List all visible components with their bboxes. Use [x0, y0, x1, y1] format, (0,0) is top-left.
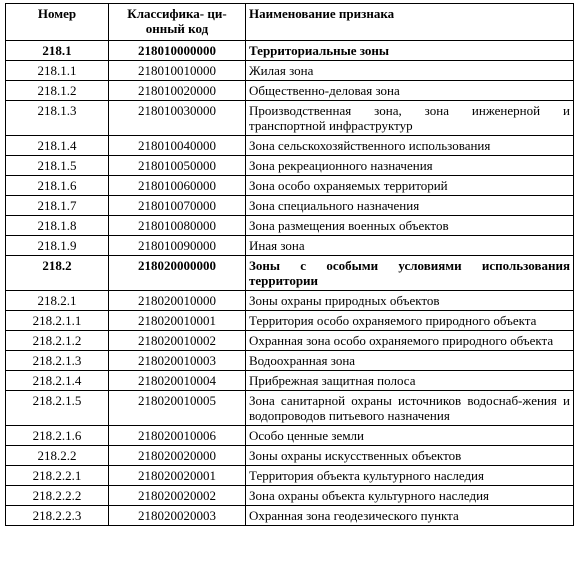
table-header: [6, 4, 574, 41]
table-row: [6, 486, 574, 506]
row-code: 218010060000: [109, 176, 246, 196]
row-number: 218.1.1: [6, 61, 109, 81]
table-row: [6, 176, 574, 196]
header-number: Номер: [6, 4, 109, 41]
row-code: 218010090000: [109, 236, 246, 256]
row-number: 218.2.1.5: [6, 391, 109, 426]
row-name: Зона сельскохозяйственного использования: [246, 136, 574, 156]
row-code: 218020010000: [109, 291, 246, 311]
row-name: Зона специального назначения: [246, 196, 574, 216]
row-name: Жилая зона: [246, 61, 574, 81]
row-code: 218020000000: [109, 256, 246, 291]
row-name: Зоны с особыми условиями использования территории: [246, 256, 574, 291]
row-code: 218020010005: [109, 391, 246, 426]
row-name: Территория особо охраняемого природного объекта: [246, 311, 574, 331]
row-code: 218020010006: [109, 426, 246, 446]
table-row: [6, 101, 574, 136]
row-number: 218.2.2.2: [6, 486, 109, 506]
table-body: [6, 41, 574, 526]
row-name: Территория объекта культурного наследия: [246, 466, 574, 486]
row-number: 218.2.1.2: [6, 331, 109, 351]
table-row: [6, 506, 574, 526]
row-number: 218.1.3: [6, 101, 109, 136]
table-row: [6, 136, 574, 156]
row-name: Зоны охраны искусственных объектов: [246, 446, 574, 466]
row-number: 218.1.6: [6, 176, 109, 196]
row-number: 218.2.2: [6, 446, 109, 466]
table-row: [6, 236, 574, 256]
table-row: [6, 81, 574, 101]
row-name: Охранная зона особо охраняемого природного объекта: [246, 331, 574, 351]
row-code: 218010010000: [109, 61, 246, 81]
row-code: 218010080000: [109, 216, 246, 236]
row-code: 218010030000: [109, 101, 246, 136]
table-row: [6, 156, 574, 176]
row-name: Общественно-деловая зона: [246, 81, 574, 101]
row-number: 218.1.9: [6, 236, 109, 256]
row-name: Производственная зона, зона инженерной и транспортной инфраструктур: [246, 101, 574, 136]
row-name: Особо ценные земли: [246, 426, 574, 446]
table-row: [6, 351, 574, 371]
row-code: 218020020000: [109, 446, 246, 466]
row-number: 218.1.8: [6, 216, 109, 236]
row-code: 218020010002: [109, 331, 246, 351]
header-code: Классифика- ци-онный код: [109, 4, 246, 41]
row-name: Территориальные зоны: [246, 41, 574, 61]
row-number: 218.2.2.3: [6, 506, 109, 526]
classifier-table: [5, 3, 574, 526]
row-number: 218.2.1.4: [6, 371, 109, 391]
row-name: Зона санитарной охраны источников водоснаб-жения и водопроводов питьевого назначения: [246, 391, 574, 426]
row-name: Зона особо охраняемых территорий: [246, 176, 574, 196]
row-code: 218010000000: [109, 41, 246, 61]
row-code: 218020020003: [109, 506, 246, 526]
row-code: 218020010001: [109, 311, 246, 331]
row-name: Зоны охраны природных объектов: [246, 291, 574, 311]
table-row: [6, 311, 574, 331]
row-name: Зона охраны объекта культурного наследия: [246, 486, 574, 506]
row-name: Зона размещения военных объектов: [246, 216, 574, 236]
row-number: 218.1.4: [6, 136, 109, 156]
row-code: 218010070000: [109, 196, 246, 216]
row-code: 218010040000: [109, 136, 246, 156]
row-number: 218.2.2.1: [6, 466, 109, 486]
row-number: 218.2.1.6: [6, 426, 109, 446]
table-row: [6, 216, 574, 236]
row-code: 218010020000: [109, 81, 246, 101]
row-code: 218010050000: [109, 156, 246, 176]
table-row: [6, 426, 574, 446]
table-row: [6, 331, 574, 351]
header-name: Наименование признака: [246, 4, 574, 41]
row-code: 218020010004: [109, 371, 246, 391]
table-row: [6, 371, 574, 391]
row-number: 218.2.1: [6, 291, 109, 311]
table-row: [6, 446, 574, 466]
row-name: Охранная зона геодезического пункта: [246, 506, 574, 526]
row-name: Водоохранная зона: [246, 351, 574, 371]
row-name: Зона рекреационного назначения: [246, 156, 574, 176]
table-row: [6, 391, 574, 426]
row-number: 218.2.1.1: [6, 311, 109, 331]
row-code: 218020020001: [109, 466, 246, 486]
row-name: Иная зона: [246, 236, 574, 256]
table-row: [6, 291, 574, 311]
header-row: [6, 4, 574, 41]
table-row: [6, 41, 574, 61]
row-number: 218.1.2: [6, 81, 109, 101]
table-row: [6, 61, 574, 81]
row-name: Прибрежная защитная полоса: [246, 371, 574, 391]
row-number: 218.1: [6, 41, 109, 61]
table-row: [6, 196, 574, 216]
table-row: [6, 466, 574, 486]
row-number: 218.2.1.3: [6, 351, 109, 371]
row-code: 218020020002: [109, 486, 246, 506]
row-number: 218.2: [6, 256, 109, 291]
row-number: 218.1.7: [6, 196, 109, 216]
table-row: [6, 256, 574, 291]
row-number: 218.1.5: [6, 156, 109, 176]
row-code: 218020010003: [109, 351, 246, 371]
